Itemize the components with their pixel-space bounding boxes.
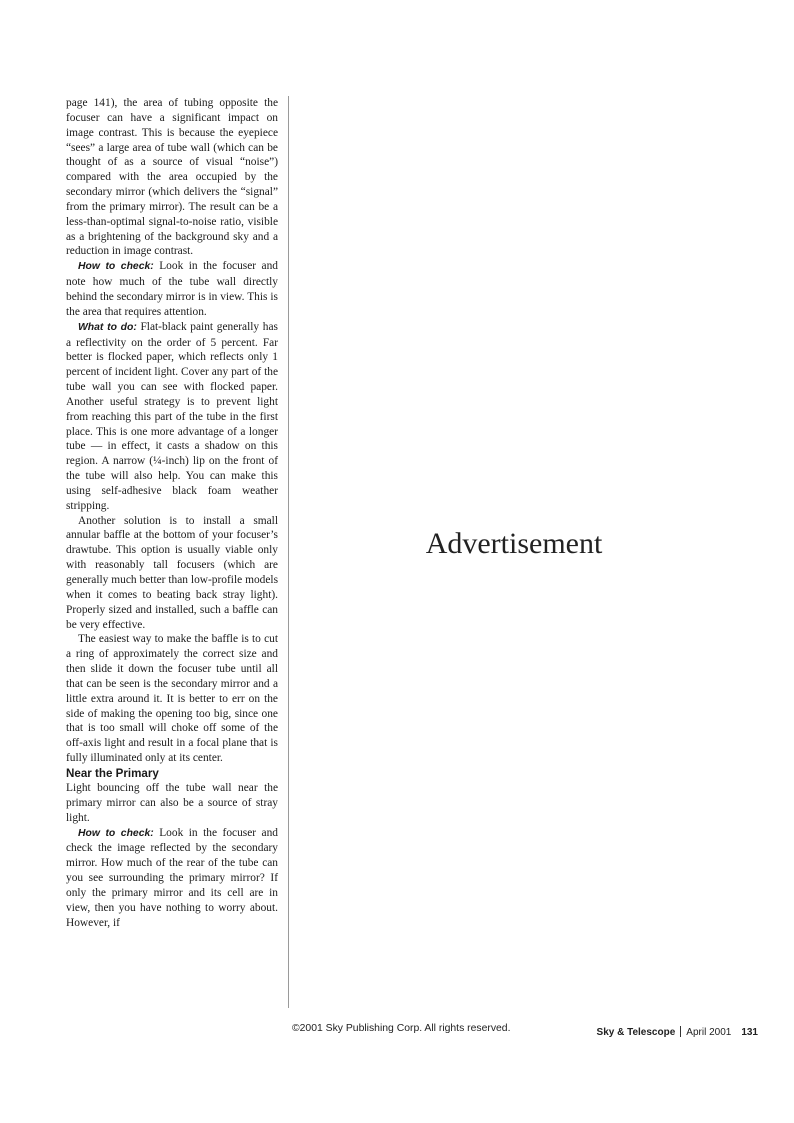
paragraph-body: Look in the focuser and note how much of the tube wall directly behind the secondary mirror is in view. This is the area that requires attention. bbox=[66, 260, 278, 318]
paragraph: page 141), the area of tubing opposite the focuser can have a significant impact on image contrast. This is because the eyepiece “sees” a large area of tube wall (which can be thought of as a source of visual “noise”) compared with the area occupied by the secondary mirror (which delivers the “signal” from the primary mirror). The result can be a less-than-optimal signal-to-noise ratio, visible as a brightening of the background sky and a reduction in image contrast. bbox=[66, 97, 278, 258]
paragraph bbox=[66, 826, 278, 931]
issue-date: April 2001 bbox=[686, 1027, 732, 1038]
run-in-heading: How to check: bbox=[78, 261, 154, 273]
footer-separator bbox=[680, 1026, 681, 1037]
run-in-heading: What to do: bbox=[78, 321, 137, 333]
article-column bbox=[66, 96, 278, 930]
page-footer bbox=[597, 1026, 758, 1038]
copyright-notice: ©2001 Sky Publishing Corp. All rights reserved. bbox=[292, 1023, 511, 1034]
section-heading: Near the Primary bbox=[66, 766, 159, 780]
paragraph-body: Flat-black paint generally has a reflectivity on the order of 5 percent. Far better is flocked paper, which reflects only 1 percent of incident light. Cover any part of the tube wall you can see with flocked paper. Another useful strategy is to prevent light from reaching this part of the tube in the first place. This is one more advantage of a longer tube — in effect, it casts a shadow on this region. A narrow (¼-inch) lip on the front of the tube will also help. You can make this using self-adhesive black foam weather stripping. bbox=[66, 320, 278, 512]
paragraph: The easiest way to make the baffle is to cut a ring of approximately the correct size and then slide it down the focuser tube until all that can be seen is the secondary mirror and a little extra around it. It is better to err on the side of making the opening too big, since one that is too small will choke off some of the off-axis light and result in a focal plane that is fully illuminated only at its center. bbox=[66, 633, 278, 765]
advertisement-placeholder: Advertisement bbox=[425, 527, 603, 560]
column-divider bbox=[288, 96, 289, 1008]
paragraph: Light bouncing off the tube wall near the primary mirror can also be a source of stray light. bbox=[66, 781, 278, 824]
run-in-heading: How to check: bbox=[78, 827, 154, 839]
paragraph-body: Look in the focuser and check the image reflected by the secondary mirror. How much of the rear of the tube can you see surrounding the primary mirror? If only the primary mirror and its cell are in view, then you have nothing to worry about. However, if bbox=[66, 826, 278, 929]
paragraph bbox=[66, 320, 278, 514]
magazine-name: Sky & Telescope bbox=[596, 1027, 676, 1038]
paragraph bbox=[66, 259, 278, 319]
paragraph: Another solution is to install a small annular baffle at the bottom of your focuser’s drawtube. This option is usually viable only with reasonably tall focusers (which are generally much better than low-profile models when it comes to beating back stray light). Properly sized and installed, such a baffle can be very effective. bbox=[66, 514, 278, 631]
page-number: 131 bbox=[741, 1027, 758, 1038]
